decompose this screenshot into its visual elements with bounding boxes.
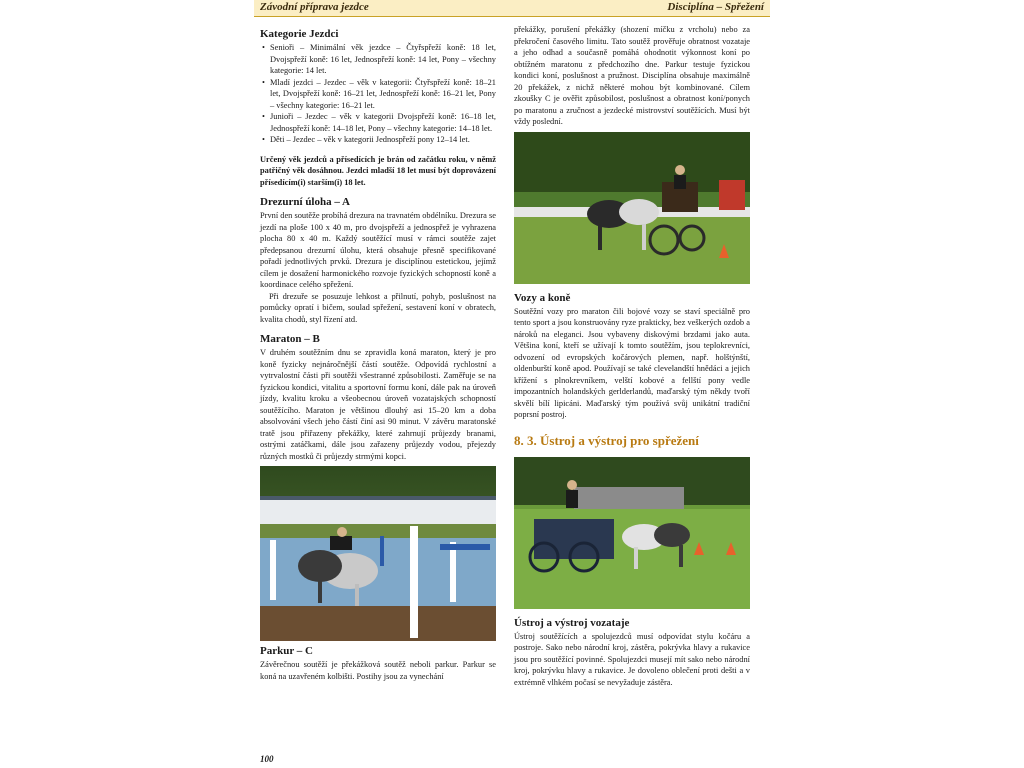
- header-left-title: Závodní příprava jezdce: [260, 1, 369, 13]
- list-item: • Junioři – Jezdec – věk v kategorii Dvojspřeží koně: 16–18 let, Jednospřeží koně: 14–18 let, Pony – všechny kategorie: 14–18 let.: [270, 111, 496, 134]
- paragraph-drezura-2: Při drezuře se posuzuje lehkost a přilnutí, pohyb, poslušnost na pomůcky opratí i bičem, soulad spřežení, sestavení koní v obratech, kvalita chodů, styl řízení atd.: [260, 291, 496, 324]
- paragraph-vozy: Soutěžní vozy pro maraton čili bojové vozy se staví speciálně pro tento sport a jsou konstruovány ryze prakticky, bez veškerých ozdob a nároků na eleganci. Jsou vybaveny diskovými brzdami jako auta. Většina koní, kteří se užívají k tomto soutěžím, jsou teplokrevníci, odvození od evropských kočárových plemen, např. holštýnští, oldenburští koně apod. Používají se také clevelandští hnědáci a jejich křížení s plnokrevníkem, velští kobové a fellští pony vedle impozantních holandských gerlderlandů, maďarský tým někdy tvoří skvělí bílí lipicáni. Maďarský tým používá svůj unikátní tradiční poprsní postroj.: [514, 306, 750, 419]
- left-column: [260, 28, 496, 682]
- page-number: 100: [260, 754, 274, 764]
- paragraph-drezura-1: První den soutěže probíhá drezura na travnatém obdélníku. Drezura se jezdí na ploše 100 x 40 m, pro dvojspřeží a jednospřež je vyhrazena plocha 80 x 40 m. Každý soutěžící musí v rámci soutěže zajet předepsanou drezurní úlohu, která obsahuje přesně specifikované pořadí jednotlivých prvků. Drezura je disciplínou estetickou, jejímž cílem je dosažení harmonického rozvoje fyzických schopností koně a koordinace celého spřežení.: [260, 211, 496, 289]
- heading-ustroj: Ústroj a výstroj vozataje: [514, 616, 630, 629]
- heading-maraton: Maraton – B: [260, 333, 320, 345]
- kategorie-list: [260, 42, 496, 146]
- book-page: [254, 0, 770, 768]
- heading-drezura: Drezurní úloha – A: [260, 196, 350, 208]
- section-heading-8-3: 8. 3. Ústroj a výstroj pro spřežení: [514, 432, 699, 448]
- photo-carriage-pair: [514, 132, 750, 284]
- photo-carriage-dressage-image: [514, 457, 750, 609]
- list-item: • Senioři – Minimální věk jezdce – Čtyřspřeží koně: 18 let, Dvojspřeží koně: 16 let, Jednospřeží koně: 14 let, Pony – všechny kategorie: 14 let.: [270, 42, 496, 77]
- heading-vozy: Vozy a koně: [514, 291, 571, 304]
- age-note: Určený věk jezdců a přísedících je brán od začátku roku, v němž patřičný věk dosáhnou. Jezdci mladší 18 let musí být doprovázení přísedícím(i) starším(i) 18 let.: [260, 154, 496, 187]
- list-item: • Děti – Jezdec – věk v kategorii Jednospřeží pony 12–14 let.: [270, 134, 496, 146]
- heading-parkur: Parkur – C: [260, 645, 313, 657]
- list-item: • Mladí jezdci – Jezdec – věk v kategorii: Čtyřspřeží koně: 18–21 let, Dvojspřeží koně: 16–21 let, Jednospřeží koně: 16–21 let, Pony – všechny kategorie: 16–21 let.: [270, 77, 496, 112]
- photo-maraton-water-obstacle: [260, 466, 496, 641]
- photo-maraton-image: [260, 466, 496, 641]
- paragraph-parkur: Závěrečnou soutěží je překážková soutěž neboli parkur. Parkur se koná na uzavřeném kolbišti. Postihy jsou za vynechání: [260, 660, 496, 681]
- photo-carriage-pair-image: [514, 132, 750, 284]
- paragraph-maraton: V druhém soutěžním dnu se zpravidla koná maraton, který je pro koně fyzicky nejnáročnější částí soutěže. Odpovídá rychlostní a vytrvalostní části při soutěži všestranné způsobilosti. Zaměřuje se na fyzickou kondici, vitalitu a sportovní formu koní, dále pak na úroveň jízdy, kvalitu kroku a všeobecnou úroveň vozatajských schopností soutěžícího. Maraton je většinou dlouhý asi 15–20 km a doba absolvování všech jeho částí činí asi 90 minut. V závěru maratonské tratě jsou přiřazeny překážky, které zahrnují průjezdy branami, ostrými zatáčkami, dále jsou zařazeny průjezdy vodou, přejezdy různých mostků či průjezdy strmými kopci.: [260, 348, 496, 461]
- header-right-title: Disciplína – Spřežení: [667, 1, 764, 13]
- paragraph-parkur-continued: překážky, porušení překážky (shození míčku z vrcholu) nebo za překročení časového limitu. Tato soutěž prověřuje obratnost vozataje a jeho odhad a současně pomáhá ohodnotit výkonnost koní po obtížném maratonu z předchozího dne. Parkur testuje fyzickou kondici koní, poslušnost a pružnost. Disciplína obsahuje maximálně 20 překážek, z nichž některé mohou být kombinované. Cílem zkoušky C je ověřit způsobilost, poslušnost a obratnost koní/ponych po maratonu a zručnost a jezdecké mistrovství soutěžících. Musí být vždy poslední.: [514, 25, 750, 126]
- photo-carriage-dressage: [514, 457, 750, 609]
- paragraph-ustroj: Ústroj soutěžících a spolujezdců musí odpovídat stylu kočáru a postroje. Sako nebo národní kroj, zástěra, pokrývka hlavy a rukavice jsou pro soutěžící povinné. Spolujezdci musejí mít sako nebo národní kroj, pokrývku hlavy a rukavice. Je dovoleno oblečení proti dešti a v extrémně vlhkém počasí se nevyžaduje zástěra.: [514, 631, 750, 687]
- heading-kategorie: Kategorie Jezdci: [260, 28, 339, 40]
- right-column: [514, 24, 750, 688]
- running-header: [254, 0, 770, 17]
